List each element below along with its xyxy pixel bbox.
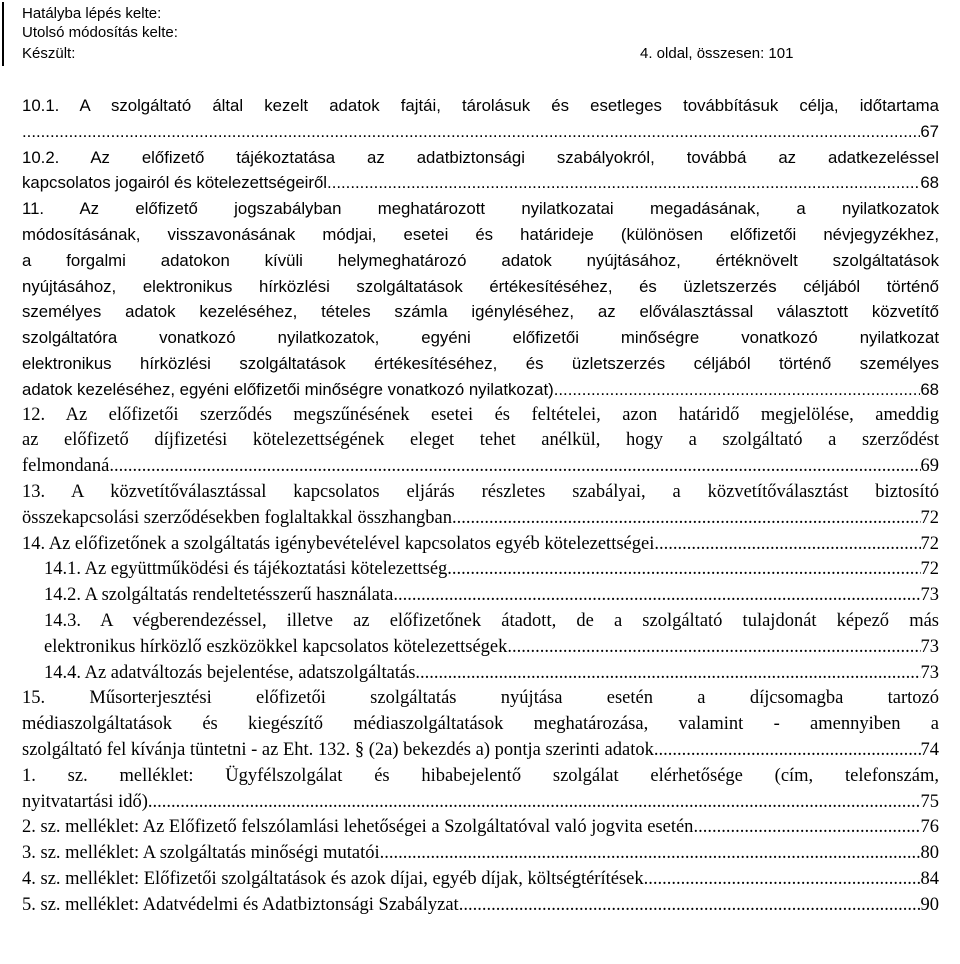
- effective-date-label: Hatályba lépés kelte:: [22, 5, 162, 22]
- toc-leader-dots: [654, 532, 920, 558]
- toc-entry-text: 2. sz. melléklet: Az Előfizető felszólamlási lehetőségei a Szolgáltatóval való jogvita esetén: [22, 817, 694, 838]
- toc-entry-line: az előfizető díjfizetési kötelezettségének eleget tehet anélkül, hogy a szolgáltató a szerződést: [22, 430, 939, 451]
- toc-entry-annex-5[interactable]: [22, 893, 939, 919]
- toc-entry-line: 15. Műsorterjesztési előfizetői szolgáltatás nyújtása esetén a díjcsomagba tartozó: [22, 688, 939, 709]
- toc-entry-text: 14.1. Az együttműködési és tájékoztatási kötelezettség: [44, 559, 448, 580]
- toc-entry-text: kapcsolatos jogairól és kötelezettségeiről: [22, 173, 328, 193]
- toc-page-number: 68: [920, 173, 939, 193]
- toc-leader-dots: [415, 661, 920, 687]
- created-label: Készült:: [22, 45, 76, 62]
- toc-entry-14-3[interactable]: [22, 609, 939, 661]
- toc-leader-dots: [447, 557, 920, 583]
- toc-page-number: 68: [920, 379, 939, 399]
- toc-entry-14-2[interactable]: [22, 583, 939, 609]
- toc-entry-line: 14.3. A végberendezéssel, illetve az előfizetőnek átadott, de a szolgáltató tulajdonát képező más: [44, 610, 939, 631]
- toc-page-number: 72: [920, 507, 939, 528]
- toc-page-number: 84: [920, 868, 939, 889]
- toc-leader-dots: [393, 583, 920, 609]
- toc-entry-line: 11. Az előfizető jogszabályban meghatározott nyilatkozatai megadásának, a nyilatkozatok: [22, 199, 939, 219]
- toc-entry-lastline: [44, 661, 939, 687]
- toc-entry-text: elektronikus hírközlő eszközökkel kapcsolatos kötelezettségek: [44, 636, 508, 657]
- toc-entry-annex-1[interactable]: [22, 764, 939, 816]
- toc-leader-dots: [459, 893, 921, 919]
- toc-page-number: 75: [920, 791, 939, 812]
- toc-page-number: 76: [920, 817, 939, 838]
- toc-entry-13[interactable]: [22, 480, 939, 532]
- last-modified-label: Utolsó módosítás kelte:: [22, 24, 178, 41]
- toc-entry-line: 10.1. A szolgáltató által kezelt adatok fajtái, tárolásuk és esetleges továbbításuk célja, időtartama: [22, 96, 939, 115]
- toc-entry-14-1[interactable]: [22, 557, 939, 583]
- toc-page-number: 90: [920, 894, 939, 915]
- toc-entry-lastline: [22, 790, 939, 816]
- toc-leader-dots: [507, 635, 920, 661]
- toc-leader-dots: [654, 738, 921, 764]
- toc-entry-line: elektronikus hírközlési szolgáltatások értékesítéséhez, és üzletszerzés céljából történő személyes: [22, 353, 939, 373]
- toc-entry-line: szolgáltatóra vonatkozó nyilatkozatok, egyéni előfizetői minőségre vonatkozó nyilatkozat: [22, 328, 939, 348]
- toc-page-number: 73: [920, 662, 939, 683]
- toc-entry-annex-3[interactable]: [22, 841, 939, 867]
- toc-entry-annex-4[interactable]: [22, 867, 939, 893]
- toc-entry-lastline: [44, 557, 939, 583]
- toc-entry-lastline: [22, 377, 939, 403]
- toc-leader-dots: [452, 506, 921, 532]
- toc-entry-line: módosításának, visszavonásának módjai, esetei és határideje (különösen előfizetői névjegyzékhez,: [22, 224, 939, 244]
- toc-entry-lastline: [22, 867, 939, 893]
- header-divider: [2, 2, 4, 66]
- toc-page-number: 69: [920, 456, 939, 477]
- toc-page-number: 73: [920, 585, 939, 606]
- toc-entry-lastline: [22, 841, 939, 867]
- toc-leader-dots: [693, 815, 920, 841]
- toc-entry-text: 3. sz. melléklet: A szolgáltatás minőségi mutatói: [22, 843, 380, 864]
- toc-page-number: 72: [920, 559, 939, 580]
- toc-leader-dots: [327, 170, 920, 196]
- toc-entry-text: összekapcsolási szerződésekben foglaltakkal összhangban: [22, 507, 452, 528]
- toc-entry-line: nyújtásához, elektronikus hírközlési szolgáltatások értékesítéséhez, és üzletszerzés céljából történő: [22, 276, 939, 296]
- toc-entry-text: 14.2. A szolgáltatás rendeltetésszerű használata: [44, 585, 394, 606]
- toc-entry-line: médiaszolgáltatások és kiegészítő médiaszolgáltatások meghatározása, valamint - amennyiben a: [22, 714, 939, 735]
- toc-entry-10-2[interactable]: [22, 145, 939, 197]
- toc-entry-14[interactable]: [22, 532, 939, 558]
- toc-entry-10-1[interactable]: [22, 93, 939, 145]
- toc-entry-lastline: [22, 506, 939, 532]
- toc-leader-dots: [380, 841, 921, 867]
- toc-page-number: 73: [920, 636, 939, 657]
- toc-leader-dots: [148, 790, 921, 816]
- toc-entry-text: szolgáltató fel kívánja tüntetni - az Eht. 132. § (2a) bekezdés a) pontja szerinti adatok: [22, 739, 654, 760]
- page-number: 4. oldal, összesen: 101: [640, 45, 794, 62]
- toc-leader-dots: [644, 867, 921, 893]
- toc-leader-dots: [22, 119, 920, 145]
- toc-entry-text: 5. sz. melléklet: Adatvédelmi és Adatbiztonsági Szabályzat: [22, 894, 459, 915]
- page-header: [0, 0, 960, 70]
- toc-entry-lastline: [22, 532, 939, 558]
- toc-entry-text: 4. sz. melléklet: Előfizetői szolgáltatások és azok díjai, egyéb díjak, költségtérítések: [22, 868, 644, 889]
- toc-entry-lastline: [22, 738, 939, 764]
- toc-entry-text: adatok kezeléséhez, egyéni előfizetői minőségre vonatkozó nyilatkozat): [22, 379, 554, 399]
- toc-entry-text: 14.4. Az adatváltozás bejelentése, adatszolgáltatás: [44, 662, 416, 683]
- toc-page-number: 67: [920, 121, 939, 141]
- table-of-contents: [22, 93, 939, 919]
- toc-entry-12[interactable]: [22, 403, 939, 480]
- toc-leader-dots: [109, 454, 920, 480]
- toc-entry-text: nyitvatartási idő): [22, 791, 148, 812]
- toc-entry-11[interactable]: [22, 196, 939, 402]
- toc-entry-line: 13. A közvetítőválasztással kapcsolatos eljárás részletes szabályai, a közvetítőválasztást biztosító: [22, 481, 939, 502]
- toc-entry-lastline: [44, 583, 939, 609]
- toc-leader-dots: [554, 377, 921, 403]
- toc-entry-text: 14. Az előfizetőnek a szolgáltatás igénybevételével kapcsolatos egyéb kötelezettségei: [22, 533, 655, 554]
- toc-page-number: 80: [920, 843, 939, 864]
- toc-entry-lastline: [22, 454, 939, 480]
- toc-entry-lastline: [22, 893, 939, 919]
- toc-entry-lastline: [22, 170, 939, 196]
- toc-entry-lastline: [44, 635, 939, 661]
- toc-entry-line: 10.2. Az előfizető tájékoztatása az adatbiztonsági szabályokról, továbbá az adatkezeléssel: [22, 147, 939, 167]
- toc-entry-15[interactable]: [22, 686, 939, 763]
- toc-entry-line: személyes adatok kezeléséhez, tételes számla igényléséhez, az előválasztással választott közvetítő: [22, 302, 939, 322]
- toc-entry-lastline: [22, 119, 939, 145]
- toc-entry-14-4[interactable]: [22, 661, 939, 687]
- toc-entry-text: felmondaná: [22, 456, 110, 477]
- toc-page-number: 74: [920, 739, 939, 760]
- toc-entry-line: 12. Az előfizetői szerződés megszűnésének esetei és feltételei, azon határidő megjelölése, ameddig: [22, 404, 939, 425]
- toc-entry-line: a forgalmi adatokon kívüli helymeghatározó adatok nyújtásához, értéknövelt szolgáltatások: [22, 250, 939, 270]
- toc-entry-line: 1. sz. melléklet: Ügyfélszolgálat és hibabejelentő szolgálat elérhetősége (cím, telefonszám,: [22, 765, 939, 786]
- toc-page-number: 72: [920, 533, 939, 554]
- toc-entry-annex-2[interactable]: [22, 815, 939, 841]
- toc-entry-lastline: [22, 815, 939, 841]
